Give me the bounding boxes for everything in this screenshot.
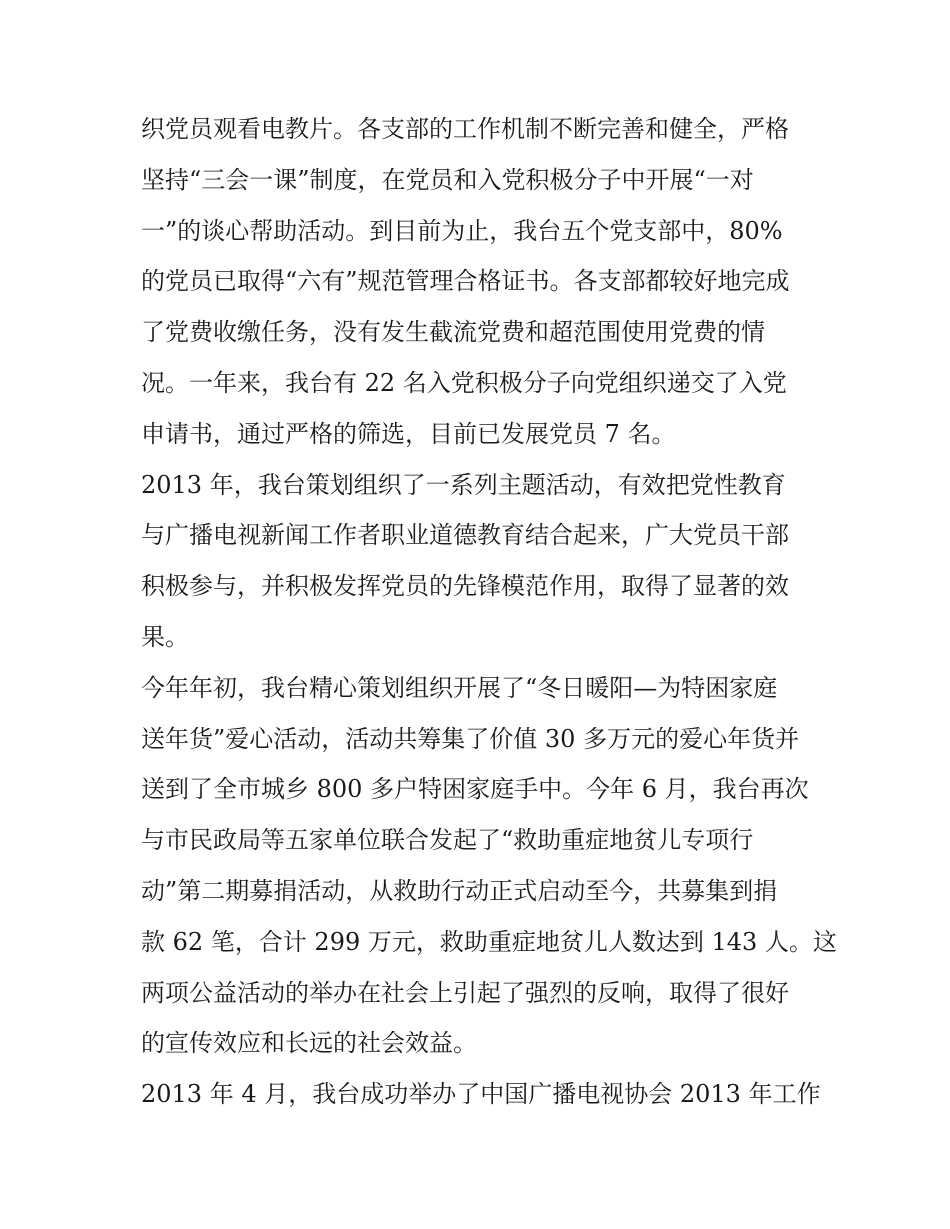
text-line: 款 62 笔，合计 299 万元，救助重症地贫儿人数达到 143 人。这 [141,927,837,956]
text-line: 果。 [141,622,189,651]
text-line: 积极参与，并积极发挥党员的先锋模范作用，取得了显著的效 [141,572,789,601]
text-line: 动”第二期募捐活动，从救助行动正式启动至今，共募集到捐 [141,876,778,905]
text-line: 送到了全市城乡 800 多户特困家庭手中。今年 6 月，我台再次 [141,775,809,804]
text-line: 一”的谈心帮助活动。到目前为止，我台五个党支部中，80% [141,216,783,245]
text-line: 送年货”爱心活动，活动共筹集了价值 30 多万元的爱心年货并 [141,724,800,753]
text-line: 2013 年，我台策划组织了一系列主题活动，有效把党性教育 [141,470,786,499]
text-line: 两项公益活动的举办在社会上引起了强烈的反响，取得了很好 [141,978,789,1007]
text-line: 今年年初，我台精心策划组织开展了“冬日暖阳—为特困家庭 [141,673,778,702]
text-line: 2013 年 4 月，我台成功举办了中国广播电视协会 2013 年工作 [141,1080,821,1109]
text-line: 申请书，通过严格的筛选，目前已发展党员 7 名。 [141,419,676,448]
text-line: 坚持“三会一课”制度，在党员和入党积极分子中开展“一对 [141,165,754,194]
text-line: 与市民政局等五家单位联合发起了“救助重症地贫儿专项行 [141,826,754,855]
text-line: 织党员观看电教片。各支部的工作机制不断完善和健全，严格 [141,115,789,143]
text-line: 与广播电视新闻工作者职业道德教育结合起来，广大党员干部 [141,521,789,550]
text-line: 况。一年来，我台有 22 名入党积极分子向党组织递交了入党 [141,368,787,397]
body-text [141,104,837,1120]
text-line: 的宣传效应和长远的社会效益。 [141,1029,477,1058]
text-line: 的党员已取得“六有”规范管理合格证书。各支部都较好地完成 [141,267,790,296]
text-line: 了党费收缴任务，没有发生截流党费和超范围使用党费的情 [141,318,765,347]
